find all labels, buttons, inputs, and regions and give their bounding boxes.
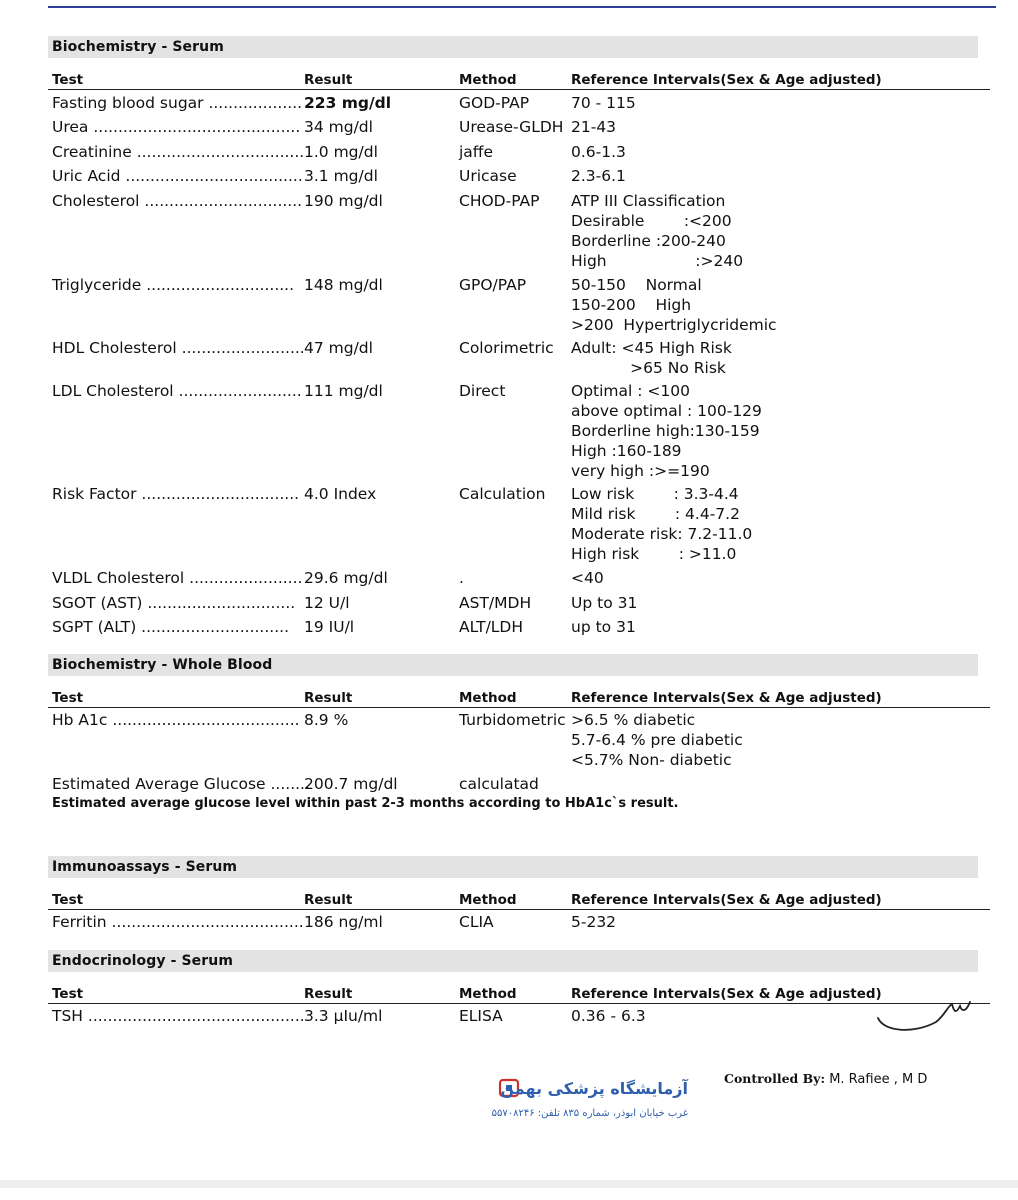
test-result: 1.0 mg/dl <box>304 143 378 161</box>
col-test: Test <box>52 986 84 1002</box>
test-result: 12 U/l <box>304 594 350 612</box>
column-header-row <box>48 891 990 910</box>
test-reference: 0.6-1.3 <box>571 143 626 161</box>
col-test: Test <box>52 690 84 706</box>
test-method: ELISA <box>459 1007 503 1025</box>
lab-address: غرب خیابان ابوذر، شماره ۸۳۵ تلفن: ۵۵۷۰۸۲۴۶ <box>491 1108 688 1119</box>
test-reference: 50-150 Normal 150-200 High >200 Hypertriglycridemic <box>571 276 777 334</box>
test-name: Risk Factor ................................ <box>52 485 300 503</box>
test-name: Estimated Average Glucose ........ <box>52 775 310 793</box>
col-test: Test <box>52 72 84 88</box>
test-method: jaffe <box>459 143 494 161</box>
test-name: Cholesterol ................................ <box>52 192 303 210</box>
test-result: 223 mg/dl <box>304 94 392 112</box>
controlled-by-name: M. Rafiee , M D <box>829 1072 928 1087</box>
section-header-endocrinology-serum <box>48 950 978 972</box>
test-name: VLDL Cholesterol ....................... <box>52 569 303 587</box>
test-result: 8.9 % <box>304 711 349 729</box>
eag-note: Estimated average glucose level within past 2-3 months according to HbA1c`s result. <box>52 796 679 811</box>
signature-image <box>874 998 974 1038</box>
test-result: 190 mg/dl <box>304 192 383 210</box>
test-result: 200.7 mg/dl <box>304 775 398 793</box>
test-reference: 0.36 - 6.3 <box>571 1007 646 1025</box>
test-reference: <40 <box>571 569 604 587</box>
test-name: Hb A1c ...................................... <box>52 711 300 729</box>
test-name: Ferritin ....................................... <box>52 913 304 931</box>
lab-logo <box>491 1074 694 1126</box>
test-name: Creatinine .................................. <box>52 143 305 161</box>
test-reference: Low risk : 3.3-4.4 Mild risk : 4.4-7.2 Moderate risk: 7.2-11.0 High risk : >11.0 <box>571 485 753 563</box>
test-reference: 5-232 <box>571 913 617 931</box>
test-name: LDL Cholesterol ......................... <box>52 382 302 400</box>
bottom-rule <box>0 1180 1018 1188</box>
col-result: Result <box>304 690 353 706</box>
section-title: Immunoassays - Serum <box>52 859 238 875</box>
test-method: Calculation <box>459 485 546 503</box>
col-method: Method <box>459 690 517 706</box>
test-method: CLIA <box>459 913 494 931</box>
test-name: HDL Cholesterol ......................... <box>52 339 305 357</box>
lab-name: آزمایشگاه پزشکی بهمن <box>500 1079 688 1098</box>
section-header-biochemistry-serum <box>48 36 978 58</box>
test-name: Fasting blood sugar ................... <box>52 94 303 112</box>
test-reference: 2.3-6.1 <box>571 167 626 185</box>
col-result: Result <box>304 892 353 908</box>
section-title: Endocrinology - Serum <box>52 953 234 969</box>
test-method: AST/MDH <box>459 594 532 612</box>
test-method: . <box>459 569 464 587</box>
test-result: 148 mg/dl <box>304 276 383 294</box>
test-method: calculatad <box>459 775 539 793</box>
test-name: TSH ............................................ <box>52 1007 305 1025</box>
section-header-biochemistry-whole-blood <box>48 654 978 676</box>
top-rule <box>48 6 996 8</box>
col-result: Result <box>304 72 353 88</box>
test-method: Uricase <box>459 167 517 185</box>
col-reference: Reference Intervals(Sex & Age adjusted) <box>571 690 882 706</box>
test-reference: 21-43 <box>571 118 617 136</box>
test-name: Uric Acid .................................... <box>52 167 303 185</box>
test-method: GPO/PAP <box>459 276 527 294</box>
test-reference: 70 - 115 <box>571 94 636 112</box>
test-method: Urease-GLDH <box>459 118 564 136</box>
test-name: Triglyceride .............................. <box>52 276 295 294</box>
col-result: Result <box>304 986 353 1002</box>
test-name: SGOT (AST) .............................. <box>52 594 296 612</box>
test-result: 4.0 Index <box>304 485 377 503</box>
test-result: 3.3 μIu/ml <box>304 1007 383 1025</box>
section-header-immunoassays-serum <box>48 856 978 878</box>
test-name: Urea .......................................... <box>52 118 301 136</box>
column-header-row <box>48 71 990 90</box>
test-result: 29.6 mg/dl <box>304 569 388 587</box>
test-reference: Optimal : <100 above optimal : 100-129 Borderline high:130-159 High :160-189 very high :>=190 <box>571 382 762 480</box>
column-header-row <box>48 985 990 1004</box>
test-result: 186 ng/ml <box>304 913 383 931</box>
col-method: Method <box>459 892 517 908</box>
test-result: 111 mg/dl <box>304 382 383 400</box>
section-title: Biochemistry - Serum <box>52 39 224 55</box>
test-reference: Up to 31 <box>571 594 638 612</box>
test-method: Colorimetric <box>459 339 554 357</box>
col-reference: Reference Intervals(Sex & Age adjusted) <box>571 986 882 1002</box>
test-method: GOD-PAP <box>459 94 530 112</box>
test-method: CHOD-PAP <box>459 192 540 210</box>
section-title: Biochemistry - Whole Blood <box>52 657 273 673</box>
col-method: Method <box>459 72 517 88</box>
test-method: Turbidometric <box>459 711 566 729</box>
test-reference: ATP III Classification Desirable :<200 Borderline :200-240 High :>240 <box>571 192 744 270</box>
controlled-by <box>724 1071 927 1087</box>
test-name: SGPT (ALT) .............................. <box>52 618 289 636</box>
controlled-by-label: Controlled By: <box>724 1071 826 1086</box>
test-method: Direct <box>459 382 506 400</box>
column-header-row <box>48 689 990 708</box>
test-reference: Adult: <45 High Risk >65 No Risk <box>571 339 732 377</box>
col-reference: Reference Intervals(Sex & Age adjusted) <box>571 72 882 88</box>
col-test: Test <box>52 892 84 908</box>
test-reference: up to 31 <box>571 618 636 636</box>
test-result: 3.1 mg/dl <box>304 167 378 185</box>
col-method: Method <box>459 986 517 1002</box>
test-result: 19 IU/l <box>304 618 355 636</box>
test-result: 47 mg/dl <box>304 339 373 357</box>
test-reference: >6.5 % diabetic 5.7-6.4 % pre diabetic <5.7% Non- diabetic <box>571 711 743 769</box>
test-result: 34 mg/dl <box>304 118 373 136</box>
col-reference: Reference Intervals(Sex & Age adjusted) <box>571 892 882 908</box>
test-method: ALT/LDH <box>459 618 524 636</box>
